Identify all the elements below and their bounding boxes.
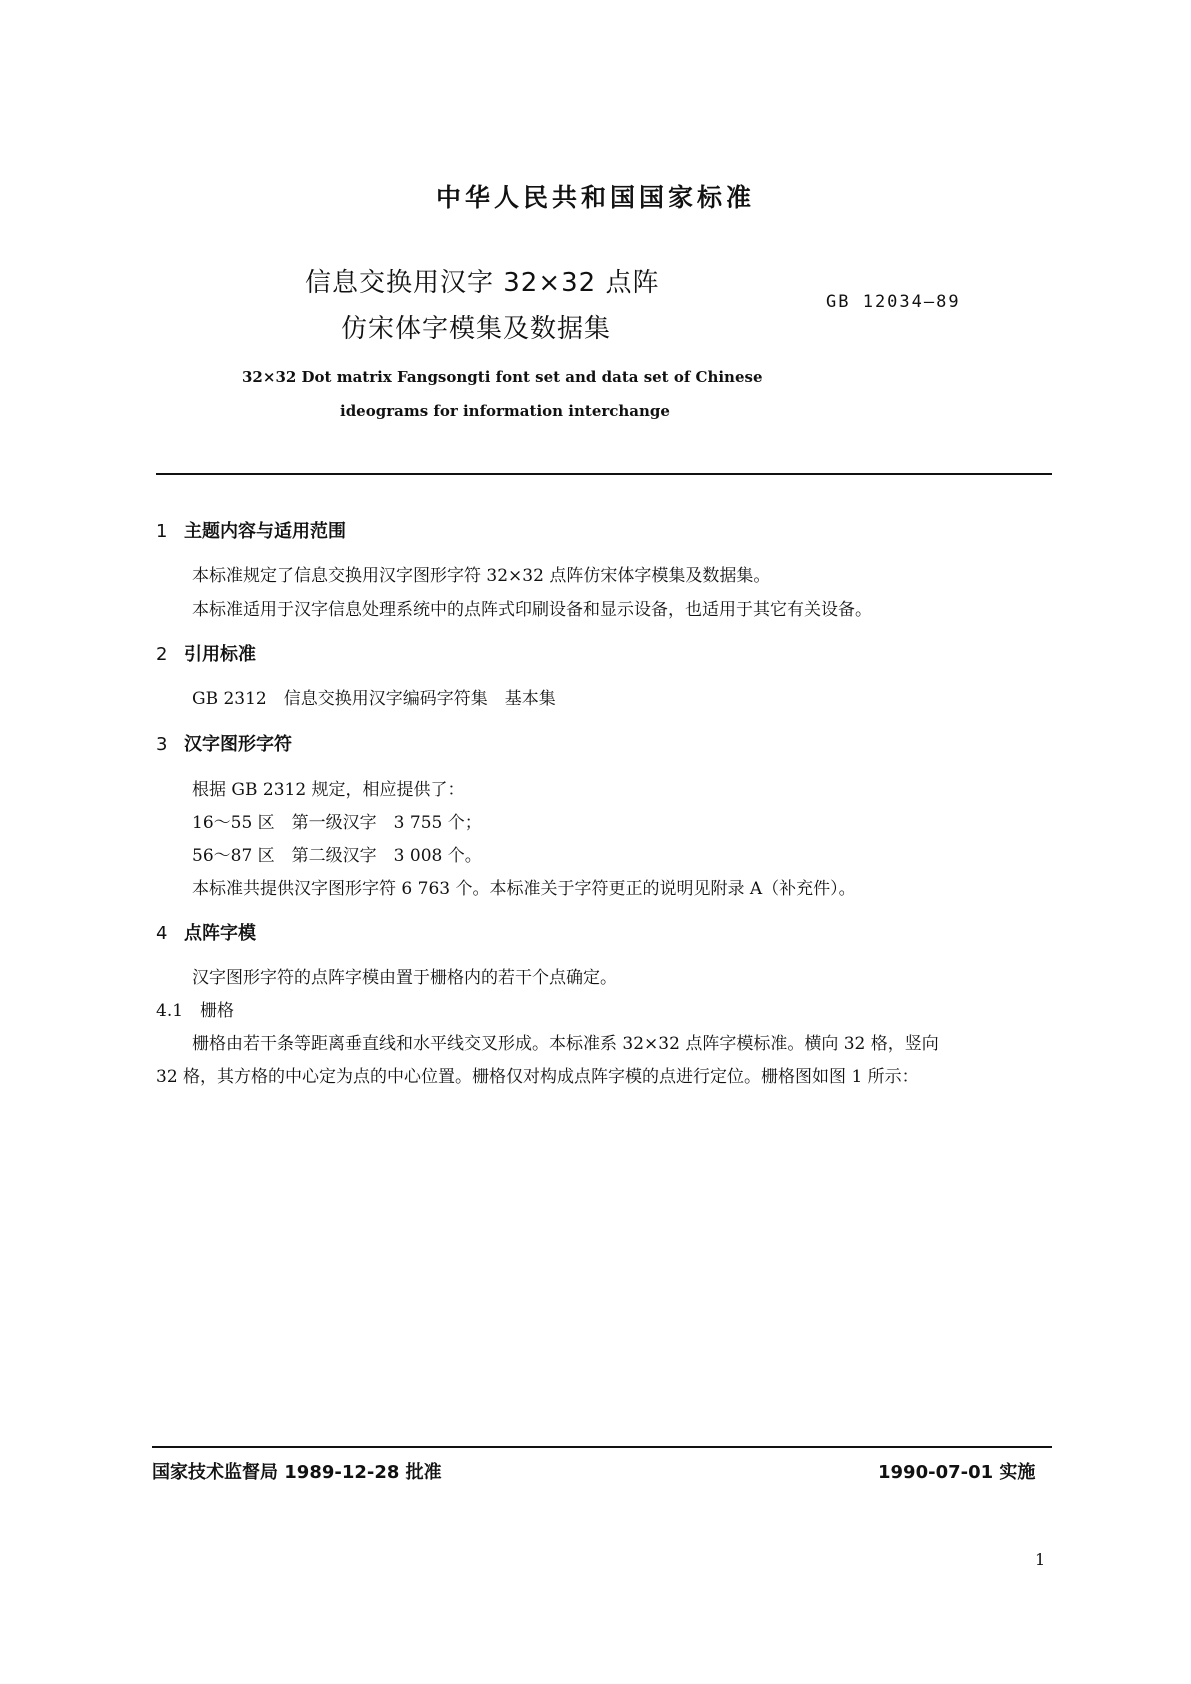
title-en-line2: ideograms for information interchange (340, 402, 670, 420)
section-title: 汉字图形字符 (184, 734, 292, 755)
section-3-paragraph-3: 56～87 区 第二级汉字 3 008 个。 (192, 846, 482, 866)
subsection-title: 栅格 (200, 1001, 234, 1021)
section-title: 引用标准 (184, 644, 256, 665)
section-3-heading (156, 730, 292, 756)
subsection-number: 4.1 (156, 1001, 184, 1021)
subsection-4-1-line-2: 32 格，其方格的中心定为点的中心位置。栅格仅对构成点阵字模的点进行定位。栅格图如图 1 所示： (156, 1067, 919, 1087)
title-zh-line1: 信息交换用汉字 32×32 点阵 (305, 268, 660, 298)
section-4-heading (156, 919, 256, 945)
title-zh-line2: 仿宋体字模集及数据集 (341, 314, 612, 344)
section-2-heading (156, 640, 256, 666)
section-number: 1 (156, 521, 168, 542)
section-number: 4 (156, 923, 168, 944)
section-4-paragraph-1: 汉字图形字符的点阵字模由置于栅格内的若干个点确定。 (192, 968, 617, 988)
section-title: 主题内容与适用范围 (184, 521, 346, 542)
effective-date: 1990-07-01 实施 (878, 1462, 1036, 1483)
section-3-paragraph-2: 16～55 区 第一级汉字 3 755 个； (192, 813, 482, 833)
section-1-heading (156, 517, 346, 543)
standard-title: 中华人民共和国国家标准 (435, 183, 755, 212)
page-number: 1 (1035, 1550, 1046, 1569)
footer-divider (152, 1446, 1052, 1448)
standard-code: GB 12034—89 (826, 292, 961, 312)
section-2-reference: GB 2312 信息交换用汉字编码字符集 基本集 (192, 689, 556, 709)
section-3-paragraph-4: 本标准共提供汉字图形字符 6 763 个。本标准关于字符更正的说明见附录 A（补充件）。 (192, 879, 856, 899)
section-1-paragraph-2: 本标准适用于汉字信息处理系统中的点阵式印刷设备和显示设备，也适用于其它有关设备。 (192, 600, 872, 620)
section-number: 3 (156, 734, 168, 755)
section-number: 2 (156, 644, 168, 665)
title-en-line1: 32×32 Dot matrix Fangsongti font set and data set of Chinese (242, 368, 763, 386)
approval-date: 国家技术监督局 1989-12-28 批准 (152, 1462, 442, 1483)
section-1-paragraph-1: 本标准规定了信息交换用汉字图形字符 32×32 点阵仿宋体字模集及数据集。 (192, 566, 771, 586)
subsection-4-1-heading (156, 996, 234, 1021)
header-divider (156, 473, 1052, 475)
section-3-paragraph-1: 根据 GB 2312 规定，相应提供了： (192, 780, 465, 800)
section-title: 点阵字模 (184, 923, 256, 944)
subsection-4-1-line-1: 栅格由若干条等距离垂直线和水平线交叉形成。本标准系 32×32 点阵字模标准。横向 32 格，竖向 (192, 1034, 939, 1054)
